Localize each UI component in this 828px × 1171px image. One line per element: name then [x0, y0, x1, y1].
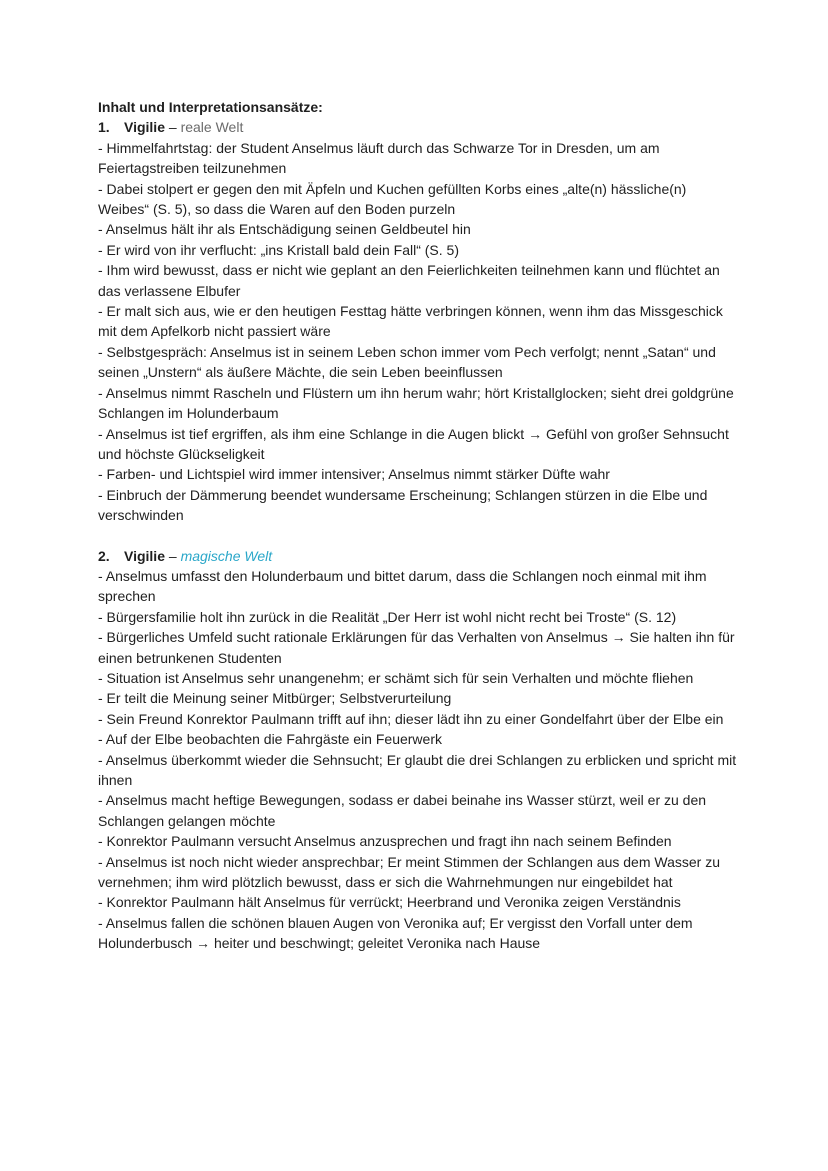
bullet-item: - Anselmus ist noch nicht wieder ansprechbar; Er meint Stimmen der Schlangen aus dem Wasser zu vernehmen; ihm wird plötzlich bewusst, dass er sich die Wahrnehmungen nur eingebildet hat [98, 853, 720, 891]
bullet-item: - Anselmus umfasst den Holunderbaum und bittet darum, dass die Schlangen noch einmal mit ihm sprechen [98, 567, 707, 605]
bullet-item: - Er malt sich aus, wie er den heutigen Festtag hätte verbringen können, wenn ihm das Missgeschick mit dem Apfelkorb nicht passiert wäre [98, 303, 723, 340]
document-heading: Inhalt und Interpretationsansätze: [98, 99, 323, 115]
bullet-item: - Er wird von ihr verflucht: „ins Kristall bald dein Fall“ (S. 5) [98, 241, 459, 258]
section-1-bullets [98, 138, 738, 526]
section-2-subtitle: magische Welt [180, 547, 273, 564]
document-body [98, 97, 738, 954]
section-1-title [98, 117, 738, 137]
bullet-item: - Anselmus hält ihr als Entschädigung seinen Geldbeutel hin [98, 221, 471, 238]
section-2-title [98, 546, 738, 566]
bullet-item: - Konrektor Paulmann versucht Anselmus anzusprechen und fragt ihn nach seinem Befinden [98, 833, 672, 850]
bullet-item: - Anselmus macht heftige Bewegungen, sodass er dabei beinahe ins Wasser stürzt, weil er zu den Schlangen gelangen möchte [98, 792, 707, 829]
section-2-label: Vigilie [124, 547, 165, 564]
bullet-item: - Einbruch der Dämmerung beendet wundersame Erscheinung; Schlangen stürzen in die Elbe und verschwinden [98, 486, 708, 524]
bullet-item: - Selbstgespräch: Anselmus ist in seinem Leben schon immer vom Pech verfolgt; nennt „Satan“ und seinen „Unstern“ als äußere Mächte, die sein Leben beeinflussen [98, 343, 716, 381]
bullet-item: - Sein Freund Konrektor Paulmann trifft auf ihn; dieser lädt ihn zu einer Gondelfahrt über der Elbe ein [98, 710, 724, 727]
section-2-number: 2. [98, 547, 110, 564]
bullet-item: - Bürgerliches Umfeld sucht rationale Erklärungen für das Verhalten von Anselmus → Sie halten ihn für einen betrunkenen Studenten [98, 629, 735, 666]
bullet-item: - Er teilt die Meinung seiner Mitbürger; Selbstverurteilung [98, 690, 452, 707]
section-2-dash: – [164, 547, 181, 564]
bullet-item: - Auf der Elbe beobachten die Fahrgäste ein Feuerwerk [98, 731, 442, 748]
bullet-item: - Farben- und Lichtspiel wird immer intensiver; Anselmus nimmt stärker Düfte wahr [98, 466, 610, 483]
bullet-item: - Anselmus überkommt wieder die Sehnsucht; Er glaubt die drei Schlangen zu erblicken und spricht mit ihnen [98, 751, 737, 788]
bullet-item: - Situation ist Anselmus sehr unangenehm; er schämt sich für sein Verhalten und möchte fliehen [98, 669, 694, 686]
bullet-item: - Anselmus nimmt Rascheln und Flüstern um ihn herum wahr; hört Kristallglocken; sieht drei goldgrüne Schlangen im Holunderbaum [98, 384, 734, 422]
bullet-item: - Dabei stolpert er gegen den mit Äpfeln und Kuchen gefüllten Korbs eines „alte(n) hässliche(n) Weibes“ (S. 5), so dass die Waren auf den Boden purzeln [98, 180, 687, 218]
section-1-subtitle: reale Welt [180, 119, 244, 136]
section-1-dash: – [164, 119, 181, 136]
bullet-item: - Ihm wird bewusst, dass er nicht wie geplant an den Feierlichkeiten teilnehmen kann und flüchtet an das verlassene Elbufer [98, 262, 720, 299]
section-2-bullets [98, 566, 738, 954]
bullet-item: - Bürgersfamilie holt ihn zurück in die Realität „Der Herr ist wohl nicht recht bei Troste“ (S. 12) [98, 608, 677, 625]
section-1-number: 1. [98, 119, 110, 136]
bullet-item: - Anselmus ist tief ergriffen, als ihm eine Schlange in die Augen blickt → Gefühl von großer Sehnsucht und höchste Glückseligkeit [98, 425, 729, 462]
section-1-label: Vigilie [124, 119, 165, 136]
bullet-item: - Konrektor Paulmann hält Anselmus für verrückt; Heerbrand und Veronika zeigen Verständnis [98, 894, 681, 911]
bullet-item: - Himmelfahrtstag: der Student Anselmus läuft durch das Schwarze Tor in Dresden, um am Feiertagstreiben teilzunehmen [98, 139, 660, 177]
section-gap [98, 526, 738, 546]
bullet-item: - Anselmus fallen die schönen blauen Augen von Veronika auf; Er vergisst den Vorfall unter dem Holunderbusch → heiter und beschwingt; geleitet Veronika nach Hause [98, 914, 693, 952]
